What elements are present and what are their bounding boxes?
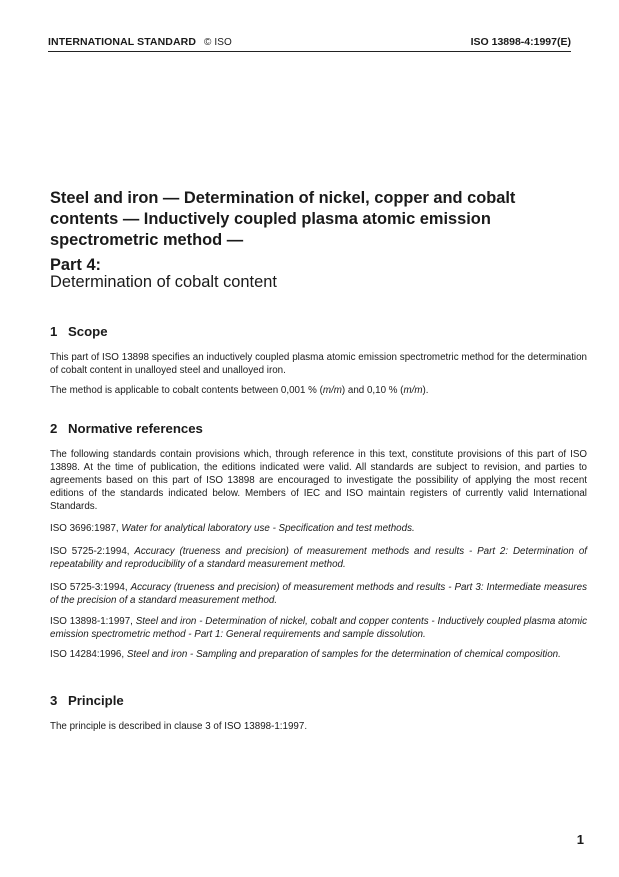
section-heading-normative-references (50, 421, 203, 436)
unit-mm: m/m (322, 385, 342, 396)
header-left: INTERNATIONAL STANDARD © ISO (48, 36, 232, 48)
reference-item: ISO 14284:1996, Steel and iron - Sampling and preparation of samples for the determination of chemical composition. (50, 649, 561, 660)
section-title: Scope (68, 324, 108, 339)
section-number: 2 (50, 421, 58, 436)
section-title: Principle (68, 693, 124, 708)
part-title: Determination of cobalt content (50, 273, 277, 291)
section-title: Normative references (68, 421, 203, 436)
scope-paragraph-2: The method is applicable to cobalt contents between 0,001 % (m/m) and 0,10 % (m/m). (50, 385, 429, 396)
document-title: Steel and iron — Determination of nickel, copper and cobalt contents — Inductively coupled plasma atomic emission spectrometric method — (50, 189, 516, 249)
reference-item: ISO 3696:1987, Water for analytical laboratory use - Specification and test methods. (50, 523, 415, 534)
header-copyright: © ISO (204, 37, 232, 48)
section-heading-scope (50, 324, 108, 339)
reference-item: ISO 13898-1:1997, Steel and iron - Determination of nickel, cobalt and copper contents - Inductively coupled plasma atomic emission spectrometric method - Part 1: General requirements and sample dissolution. (50, 616, 587, 640)
principle-paragraph: The principle is described in clause 3 of ISO 13898-1:1997. (50, 721, 308, 732)
section-number: 3 (50, 693, 58, 708)
normative-paragraph: The following standards contain provisions which, through reference in this text, constitute provisions of this part of ISO 13898. At the time of publication, the editions indicated were valid. All standards are subject to revision, and parties to agreements based on this part of ISO 13898 are encouraged to investigate the possibility of applying the most recent editions of the standards indicated below. Members of IEC and ISO maintain registers of currently valid International Standards. (50, 449, 587, 512)
section-number: 1 (50, 324, 58, 339)
header-standard-number: ISO 13898-4:1997(E) (470, 36, 571, 48)
section-heading-principle (50, 693, 124, 708)
reference-item: ISO 5725-2:1994, Accuracy (trueness and precision) of measurement methods and results - Part 2: Determination of repeatability and reproducibility of a standard measurement method. (50, 546, 587, 570)
scope-paragraph-1: This part of ISO 13898 specifies an inductively coupled plasma atomic emission spectrometric method for the determination of cobalt content in unalloyed steel and unalloyed iron. (50, 352, 587, 376)
reference-item: ISO 5725-3:1994, Accuracy (trueness and precision) of measurement methods and results - Part 3: Intermediate measures of the precision of a standard measurement method. (50, 582, 587, 606)
part-label: Part 4: (50, 256, 102, 274)
unit-mm: m/m (403, 385, 423, 396)
header-rule (48, 51, 571, 52)
page-number: 1 (576, 832, 584, 847)
